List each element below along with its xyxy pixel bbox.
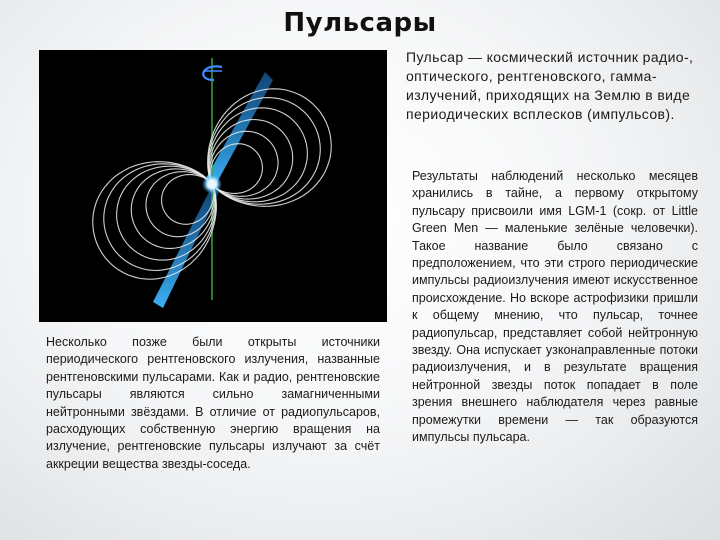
pulsar-diagram-icon <box>39 50 387 322</box>
pulsar-definition: Пульсар — космический источник радио-, оптического, рентгеновского, гамма- излучений, приходящих на Землю в виде периодических всплесков (импульсов). <box>406 49 694 122</box>
pulsar-illustration <box>39 50 387 322</box>
lgm1-discovery-text: Результаты наблюдений несколько месяцев хранились в тайне, а первому открытому пульсару присвоили имя LGM-1 (сокр. от Little Green Men — маленькие зелёные человечки). Такое название было связано с предположением, что эти строго периодические импульсы радиоизлучения имеют искусственное происхождение. Но вскоре астрофизики пришли к общему мнению, что пульсар, точнее радиопульсар, представляет собой нейтронную звезду. Она испускает узконаправленные потоки радиоизлучения, и в результате вращения нейтронной звезды поток попадает в поле зрения внешнего наблюдателя через равные промежутки времени — так образуются импульсы пульсара. <box>412 169 698 445</box>
xray-pulsars-text: Несколько позже были открыты источники периодического рентгеновского излучения, названные рентгеновскими пульсарами. Как и радио, рентгеновские пульсары являются сильно замагниченными нейтронными звёздами. В отличие от радиопульсаров, расходующих собственную энергию вращения на излучение, рентгеновские пульсары излучают за счёт аккреции вещества звезды-соседа. <box>46 335 380 471</box>
neutron-star <box>208 180 216 188</box>
page-title: Пульсары <box>283 8 437 38</box>
